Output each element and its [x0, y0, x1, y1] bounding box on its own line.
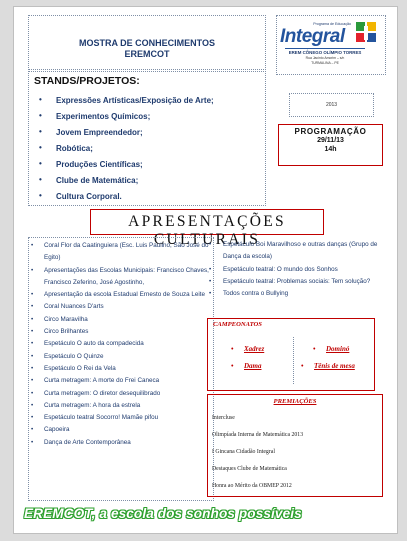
apresentacoes-left-column: [28, 237, 214, 501]
list-item: • Dança de Arte Contemporânea: [29, 437, 215, 449]
integral-logo-icon: [354, 20, 378, 44]
premiacoes-box: [207, 394, 383, 497]
list-item: Destaques Clube de Matemática: [212, 466, 287, 472]
slogan: EREMCOT, a escola dos sonhos possíveis: [24, 506, 302, 521]
list-item: • Capoeira: [29, 424, 215, 436]
apresentacoes-banner: [90, 209, 324, 248]
list-item: • Cultura Corporal.: [39, 192, 264, 208]
logo-program-label: Programa de Educação: [313, 22, 351, 26]
title-line-1: MOSTRA DE CONHECIMENTOS: [78, 38, 215, 48]
list-item: • Robótica;: [39, 144, 264, 160]
list-item: • Expressões Artísticas/Exposição de Arte;: [39, 96, 264, 112]
campeonatos-box: [207, 318, 375, 391]
campeonato-item: • Dominó: [326, 345, 349, 353]
logo-city: TURMALINA – PE: [311, 61, 339, 65]
list-item: • Experimentos Químicos;: [39, 112, 264, 128]
campeonatos-title: CAMPEONATOS: [213, 321, 262, 328]
title-box: [28, 15, 266, 70]
programacao-box: [278, 124, 383, 166]
list-item: • Espetáculo O Rei da Vela: [29, 363, 215, 375]
campeonato-item: • Dama: [244, 362, 262, 370]
list-item: • Clube de Matemática;: [39, 176, 264, 192]
list-item: • Jovem Empreendedor;: [39, 128, 264, 144]
logo-wordmark: Integral: [280, 26, 345, 47]
title-line-2: EREMCOT: [124, 49, 170, 59]
list-item: Intercluse: [212, 415, 235, 421]
list-item: • Curta metragem: A morte do Frei Caneca: [29, 375, 215, 387]
programacao-title: PROGRAMAÇÃO: [294, 127, 367, 136]
list-item: • Espetáculo O auto da compadecida: [29, 338, 215, 350]
campeonato-item: • Tênis de mesa: [314, 362, 355, 370]
stands-box: [28, 71, 266, 206]
premiacoes-list: [212, 415, 380, 500]
programacao-time: 14h: [324, 146, 337, 153]
list-item: • Curta metragem: O diretor desequilibrado: [29, 388, 215, 400]
list-item: • Apresentação da escola Estadual Ernesto de Souza Leite: [29, 289, 215, 301]
apresentacoes-left-list: [29, 240, 215, 449]
stands-list: [39, 96, 264, 208]
logo-address: Rua Jacinto Amorim – s/n: [305, 56, 345, 60]
list-item: • Espetáculo Boi Maravilhoso e outras danças (Grupo de Dança da escola): [207, 239, 385, 264]
programacao-date: 29/11/13: [317, 137, 344, 144]
logo-divider: [285, 48, 365, 49]
list-item: • Coral Flor da Caatinguiera (Esc. Luis Paulino, São José do Egito): [29, 240, 215, 265]
list-item: • Todos contra o Bullying: [207, 288, 385, 300]
list-item: • Produções Científicas;: [39, 160, 264, 176]
stands-title: STANDS/PROJETOS:: [34, 75, 140, 87]
year-box: [289, 93, 374, 117]
logo-school-name: EREM CÔNEGO OLÍMPIO TORRES: [288, 50, 362, 55]
list-item: • Curta metragem: A hora da estrela: [29, 400, 215, 412]
premiacoes-title: PREMIAÇÕES: [273, 398, 317, 405]
list-item: I Gincana Cidadão Integral: [212, 449, 275, 455]
logo-box: [276, 15, 386, 75]
list-item: Honra ao Mérito da OBMEP 2012: [212, 483, 292, 489]
list-item: • Coral Nuances D'arts: [29, 301, 215, 313]
list-item: • Espetáculo teatral: O mundo dos Sonhos: [207, 264, 385, 276]
list-item: • Espetáculo O Quinze: [29, 351, 215, 363]
list-item: • Espetáculo teatral Socorro! Mamãe pifou: [29, 412, 215, 424]
campeonatos-divider: [293, 337, 294, 384]
apresentacoes-right-list: [207, 239, 385, 300]
list-item: • Circo Maravilha: [29, 314, 215, 326]
list-item: • Apresentações das Escolas Municipais: Francisco Chaves, Francisco Zeferino, José Agostinho,: [29, 265, 215, 290]
apresentacoes-title: APRESENTAÇÕES CULTURAIS: [128, 213, 286, 248]
campeonato-item: • Xadrez: [244, 345, 264, 353]
list-item: • Espetáculo teatral: Problemas sociais: Tem solução?: [207, 276, 385, 288]
list-item: Olimpíada Interna de Matemática 2013: [212, 432, 304, 438]
list-item: • Circo Brilhantes: [29, 326, 215, 338]
flyer-page: [13, 6, 398, 534]
year-text: 2013: [325, 102, 338, 108]
